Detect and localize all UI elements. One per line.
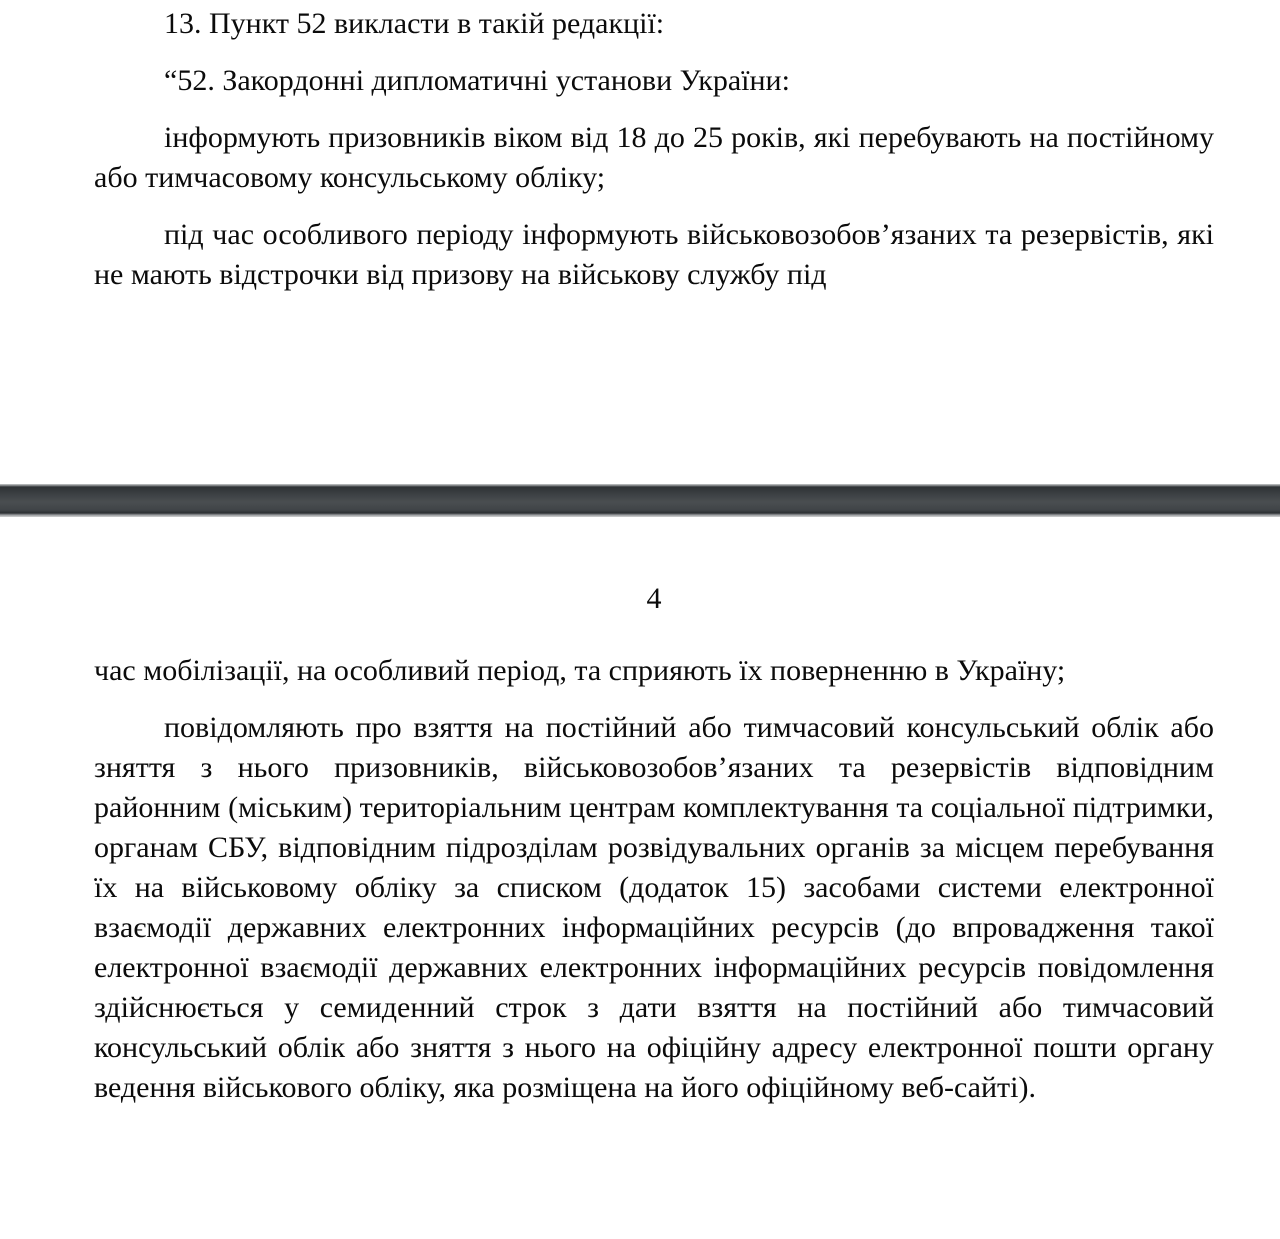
page-4-text	[0, 579, 1280, 1108]
page-break-bar	[0, 484, 1280, 517]
paragraph: під час особливого періоду інформують військовозобов’язаних та резервістів, які не мають відстрочки від призову на військову службу під	[94, 218, 1214, 291]
page-3-text	[0, 4, 1280, 295]
paragraph: інформують призовників віком від 18 до 25 років, які перебувають на постійному або тимчасовому консульському обліку;	[94, 121, 1214, 194]
paragraph: “52. Закордонні дипломатичні установи України:	[164, 64, 790, 97]
paragraph: 13. Пункт 52 викласти в такій редакції:	[164, 7, 665, 40]
page-number: 4	[646, 582, 662, 615]
paragraph: повідомляють про взяття на постійний або тимчасовий консульський облік або зняття з нього призовників, військовозобов’язаних та резервістів відповідним районним (міським) територіальним центрам комплектування та соціальної підтримки, органам СБУ, відповідним підрозділам розвідувальних органів за місцем перебування їх на військовому обліку за списком (додаток 15) засобами системи електронної взаємодії державних електронних інформаційних ресурсів (до впровадження такої електронної взаємодії державних електронних інформаційних ресурсів повідомлення здійснюється у семиденний строк з дати взяття на постійний або тимчасовий консульський облік або зняття з нього на офіційну адресу електронної пошти органу ведення військового обліку, яка розміщена на його офіційному веб-сайті).	[94, 711, 1214, 1104]
paragraph: час мобілізації, на особливий період, та сприяють їх поверненню в Україну;	[94, 654, 1066, 687]
